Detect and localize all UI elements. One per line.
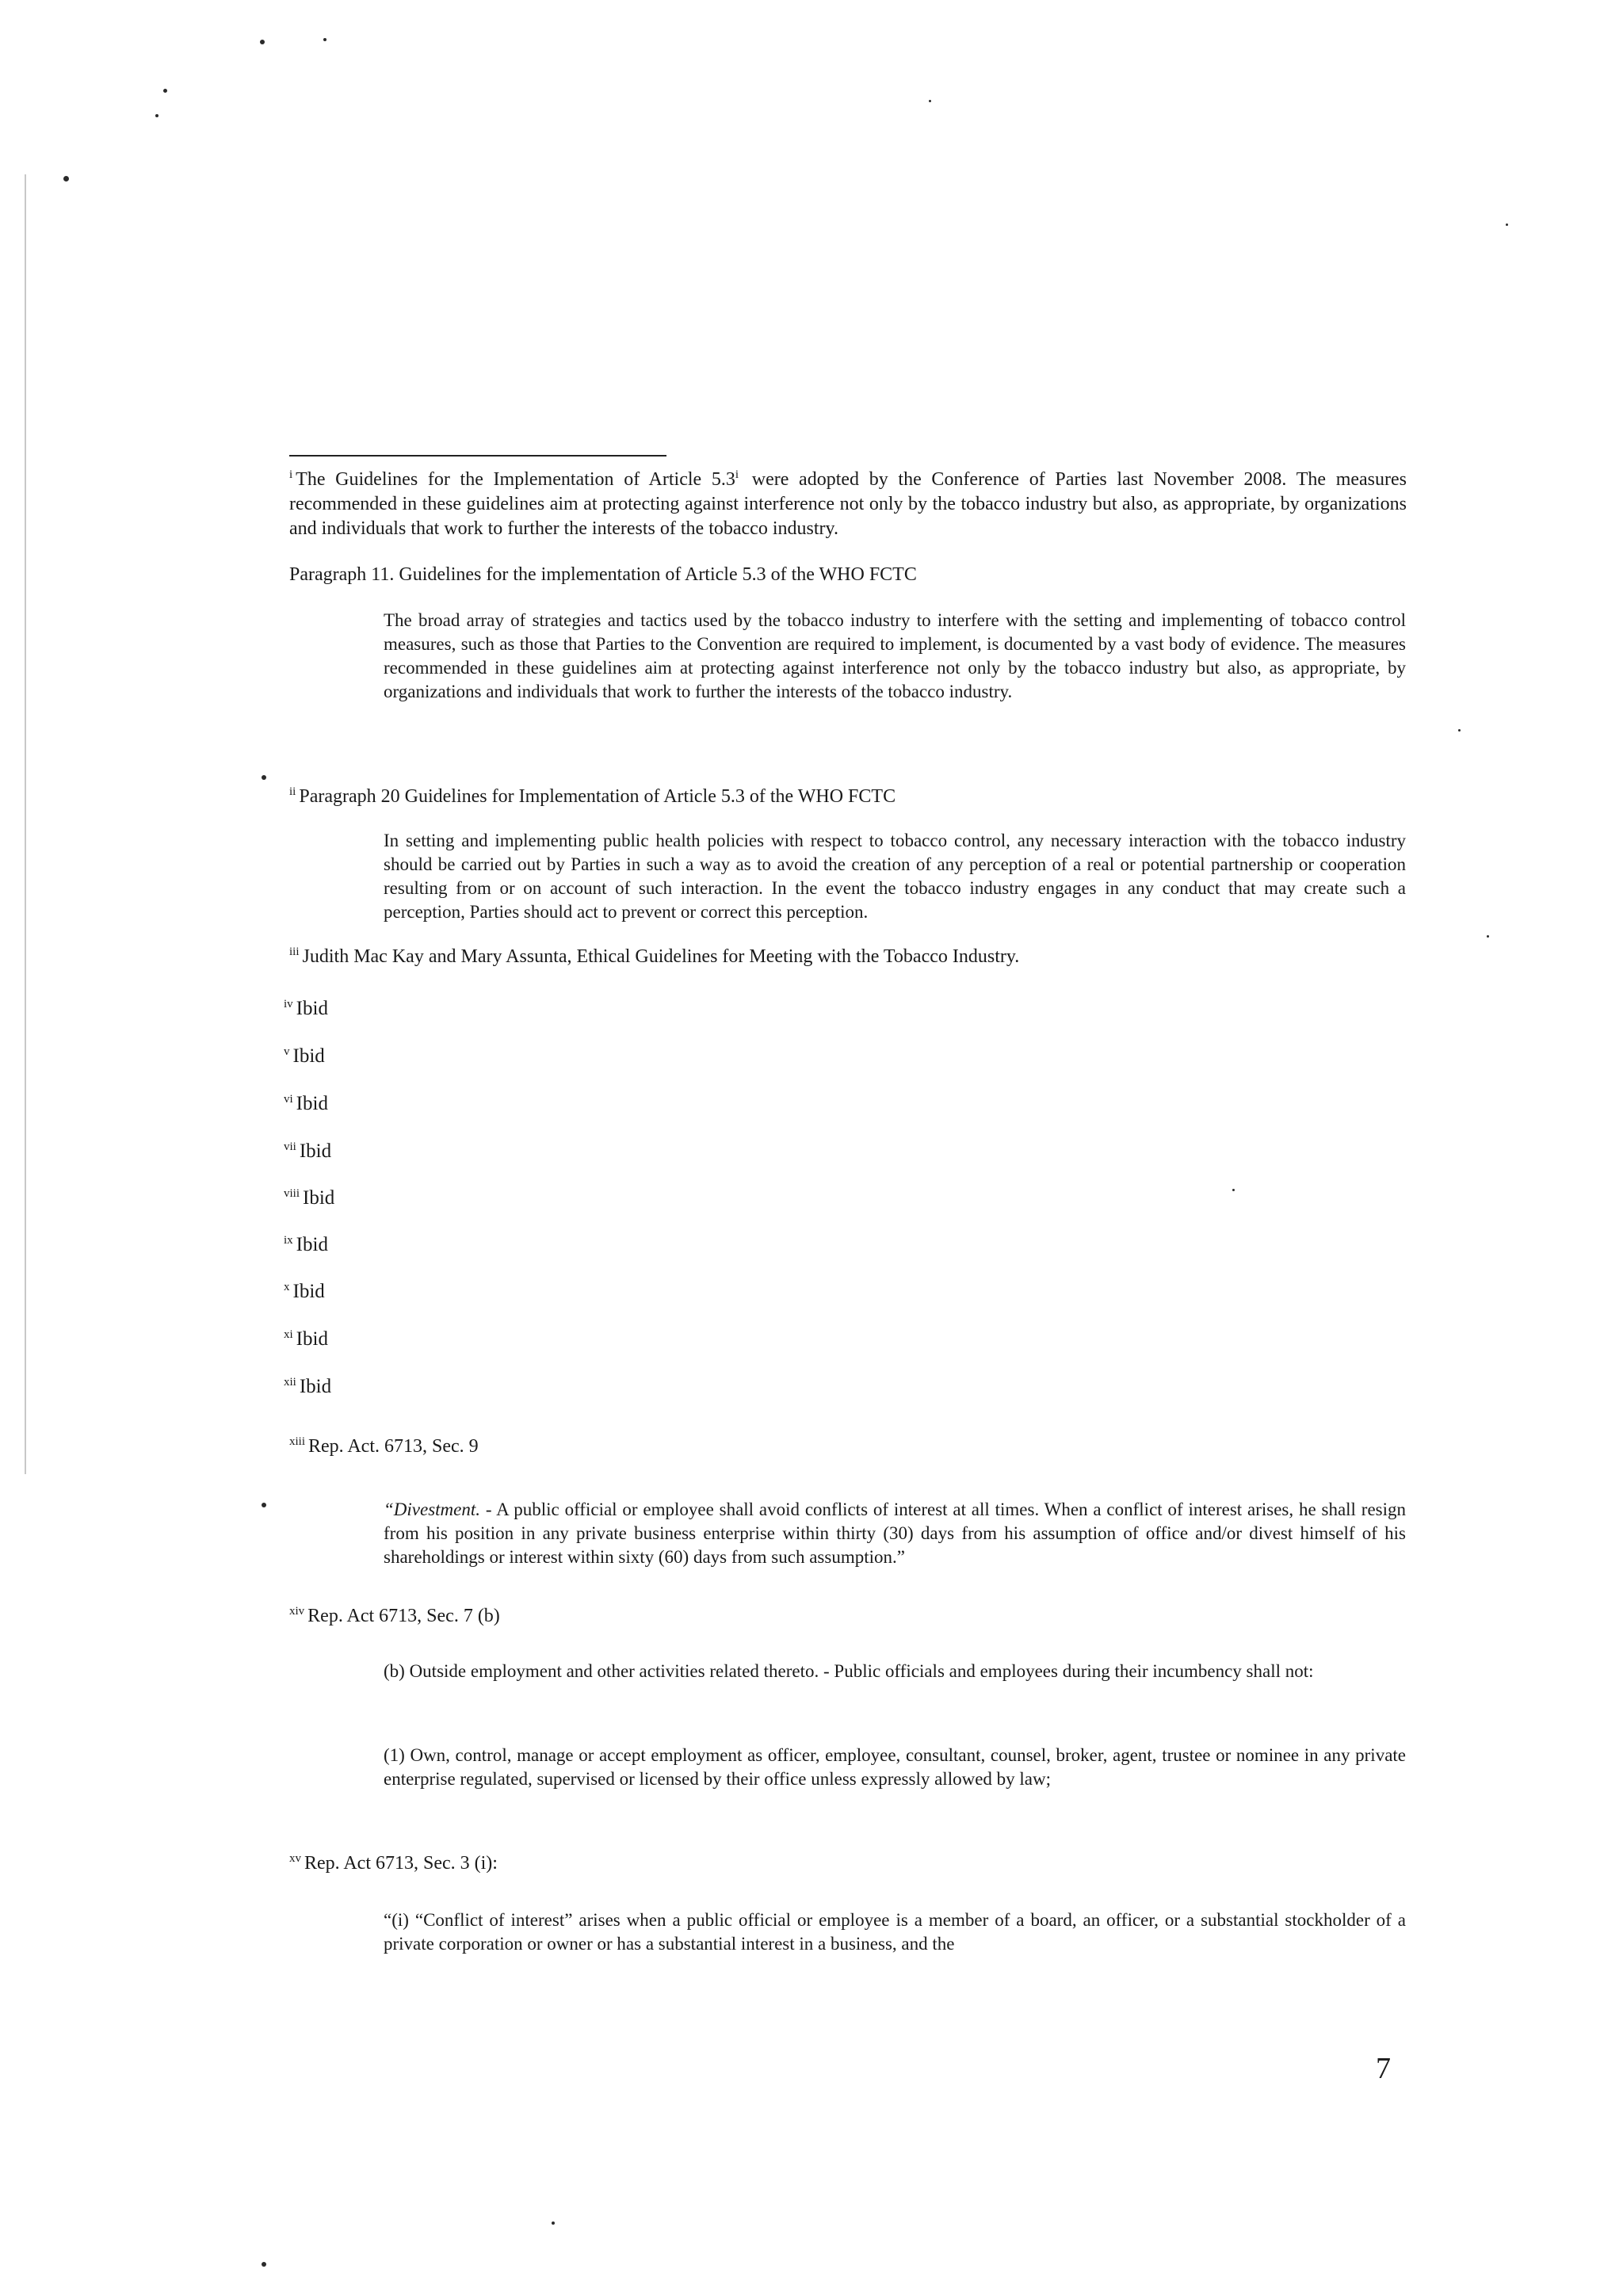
footnote-ii <box>289 785 1407 809</box>
footnote-marker: xiii <box>289 1435 306 1448</box>
scan-speck <box>63 176 69 181</box>
scan-speck <box>1458 729 1461 732</box>
scan-speck <box>929 100 931 102</box>
footnote-xiv-quote-1: (1) Own, control, manage or accept employment as officer, employee, consultant, counsel, broker, agent, trustee or nominee in any private enterprise regulated, supervised or licensed by their office unless expressly allowed by law; <box>384 1745 1406 1789</box>
footnote-xiii-quote <box>384 1498 1406 1569</box>
footnote-i-quote: The broad array of strategies and tactics used by the tobacco industry to interfere with the setting and implementing of tobacco control measures, such as those that Parties to the Convention are required to implement, is documented by a vast body of evidence. The measures recommended in these guidelines aim at protecting against interference not only by the tobacco industry but also, as appropriate, by organizations and individuals that work to further the interests of the tobacco industry. <box>384 610 1406 701</box>
footnote-ibid <box>284 1186 334 1210</box>
footnote-xv <box>289 1851 1407 1876</box>
footnote-marker: xv <box>289 1852 301 1865</box>
scan-speck <box>163 89 167 93</box>
footnote-ibid <box>284 1140 331 1163</box>
footnote-text: Ibid <box>303 1187 335 1209</box>
footnote-marker: vi <box>284 1092 293 1106</box>
footnote-text: Rep. Act. 6713, Sec. 9 <box>308 1436 479 1457</box>
footnote-ibid <box>284 997 328 1021</box>
footnote-text-rest: were adopted by the Conference of Parties last November 2008. The measures recommended in these guidelines aim at protecting against interference not only by the tobacco industry but also, as appropriate, by organizations and individuals that work to further the interests of the tobacco industry. <box>289 469 1407 539</box>
footnote-inline-marker: i <box>735 468 739 481</box>
footnote-marker: x <box>284 1280 290 1293</box>
footnote-ibid <box>284 1092 328 1116</box>
footnote-ii-quote: In setting and implementing public health policies with respect to tobacco control, any necessary interaction with the tobacco industry should be carried out by Parties in such a way as to avoid the creation of any perception of a real or potential partnership or cooperation resulting from or on account of such interaction. In the event the tobacco industry engages in any conduct that may create such a perception, Parties should act to prevent or correct this perception. <box>384 831 1406 922</box>
footnote-xiv <box>289 1604 1407 1629</box>
quote-title: “Divestment. <box>384 1499 481 1519</box>
footnote-marker: iv <box>284 997 293 1010</box>
scan-speck <box>552 2222 555 2225</box>
footnote-marker: xii <box>284 1375 296 1389</box>
scan-speck <box>262 1503 266 1507</box>
footnote-text: Ibid <box>296 1093 328 1114</box>
footnote-xiii <box>289 1435 1407 1459</box>
footnote-ibid <box>284 1045 325 1068</box>
scan-speck <box>1232 1189 1235 1191</box>
footnote-xv-quote: “(i) “Conflict of interest” arises when a public official or employee is a member of a board, an officer, or a substantial stockholder of a private corporation or owner or has a substantial interest in a business, and the <box>384 1910 1406 1954</box>
footnote-marker: ix <box>284 1233 293 1247</box>
footnote-text: Ibid <box>296 998 328 1019</box>
footnote-marker: v <box>284 1045 290 1058</box>
footnote-text: Ibid <box>296 1328 328 1350</box>
footnote-ibid <box>284 1375 331 1399</box>
footnote-marker: i <box>289 468 293 481</box>
scan-speck <box>262 775 266 780</box>
scan-speck <box>260 40 265 44</box>
footnote-text: Judith Mac Kay and Mary Assunta, Ethical Guidelines for Meeting with the Tobacco Industry. <box>302 946 1020 967</box>
footnote-text: Ibid <box>299 1376 332 1397</box>
footnote-i-subheading: Paragraph 11. Guidelines for the implementation of Article 5.3 of the WHO FCTC <box>289 564 917 585</box>
scan-speck <box>1487 935 1489 938</box>
footnote-ibid <box>284 1233 328 1257</box>
scan-speck <box>155 114 158 117</box>
footnote-text: Ibid <box>292 1045 325 1067</box>
scan-edge-line <box>25 174 26 1474</box>
quote-text: - A public official or employee shall avoid conflicts of interest at all times. When a conflict of interest arises, he shall resign from his position in any private business enterprise within thirty (30) days from his assumption of office and/or divest himself of his shareholdings or interest within sixty (60) days from such assumption.” <box>384 1499 1406 1567</box>
footnote-text: Ibid <box>292 1281 325 1302</box>
footnote-marker: viii <box>284 1186 300 1200</box>
footnote-ibid <box>284 1280 325 1304</box>
footnote-i <box>289 468 1407 541</box>
footnote-text: Rep. Act 6713, Sec. 7 (b) <box>307 1606 500 1626</box>
footnote-marker: iii <box>289 946 300 958</box>
footnote-text: Ibid <box>299 1140 332 1162</box>
footnote-xiv-quote-b: (b) Outside employment and other activities related thereto. - Public officials and employees during their incumbency shall not: <box>384 1661 1314 1681</box>
footnote-marker: xiv <box>289 1605 305 1618</box>
footnote-marker: vii <box>284 1140 296 1153</box>
footnote-marker: xi <box>284 1328 293 1341</box>
scan-speck <box>1506 223 1508 226</box>
footnote-separator <box>289 455 666 457</box>
page-number: 7 <box>1376 2052 1391 2085</box>
footnote-text: The Guidelines for the Implementation of Article 5.3 <box>296 469 735 490</box>
footnote-text: Ibid <box>296 1234 328 1255</box>
scan-speck <box>262 2262 266 2267</box>
scan-speck <box>323 38 327 41</box>
footnote-ibid <box>284 1328 328 1351</box>
footnote-text: Paragraph 20 Guidelines for Implementation of Article 5.3 of the WHO FCTC <box>299 786 896 807</box>
footnote-iii <box>289 945 1407 969</box>
footnote-marker: ii <box>289 785 296 798</box>
footnote-text: Rep. Act 6713, Sec. 3 (i): <box>304 1853 498 1874</box>
